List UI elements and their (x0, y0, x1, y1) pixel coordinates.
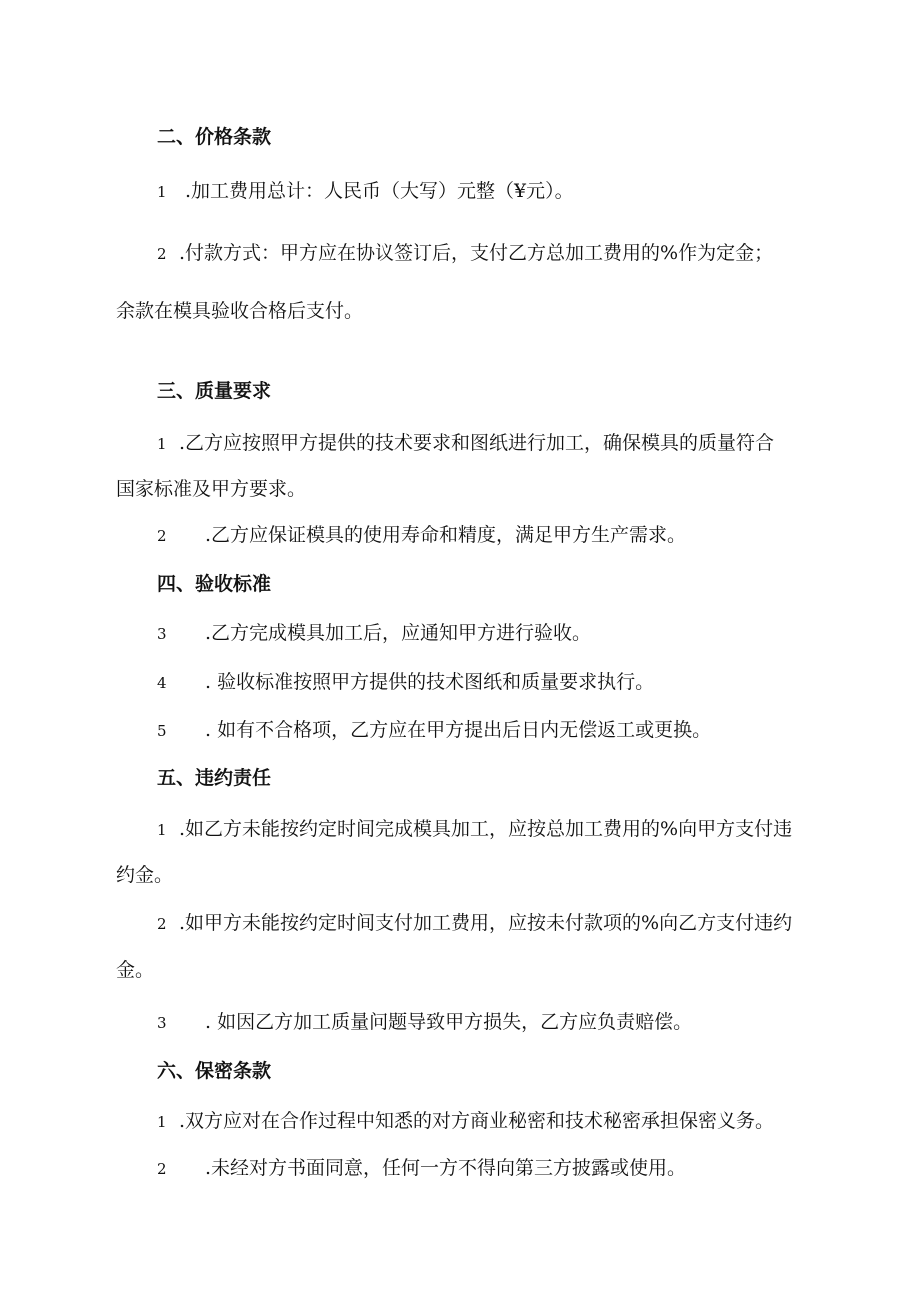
section-heading-liability: 五、违约责任 (157, 767, 272, 789)
clause-acceptance-4 (157, 669, 654, 696)
clause-liability-2 (157, 910, 792, 937)
clause-text: .如甲方未能按约定时间支付加工费用，应按未付款项的%向乙方支付违约 (179, 912, 793, 934)
clause-text: .乙方应按照甲方提供的技术要求和图纸进行加工，确保模具的质量符合 (179, 432, 775, 454)
clause-number: 3 (157, 1014, 167, 1032)
clause-number: 2 (157, 245, 167, 263)
clause-number: 2 (157, 1160, 167, 1178)
clause-text: .乙方完成模具加工后，应通知甲方进行验收。 (205, 622, 592, 644)
clause-price-1 (157, 178, 574, 205)
clause-liability-3 (157, 1009, 692, 1036)
clause-text: .双方应对在合作过程中知悉的对方商业秘密和技术秘密承担保密义务。 (179, 1110, 775, 1132)
clause-number: 5 (157, 722, 167, 740)
clause-number: 1 (157, 435, 167, 453)
clause-number: 2 (157, 527, 167, 545)
clause-text: .加工费用总计：人民币（大写）元整（¥元）。 (185, 180, 574, 202)
clause-confidentiality-1 (157, 1108, 774, 1135)
section-heading-quality: 三、质量要求 (157, 380, 272, 402)
clause-liability-1-continued: 约金。 (116, 864, 174, 886)
clause-text: . 如因乙方加工质量问题导致甲方损失，乙方应负责赔偿。 (205, 1011, 693, 1033)
clause-liability-2-continued: 金。 (116, 959, 155, 981)
clause-text: .乙方应保证模具的使用寿命和精度，满足甲方生产需求。 (205, 524, 687, 546)
section-heading-confidentiality: 六、保密条款 (157, 1060, 272, 1082)
clause-number: 4 (157, 674, 167, 692)
clause-acceptance-5 (157, 717, 711, 744)
section-heading-acceptance: 四、验收标准 (157, 573, 272, 595)
clause-price-2-continued: 余款在模具验收合格后支付。 (116, 300, 364, 322)
clause-confidentiality-2 (157, 1155, 686, 1182)
clause-text: .如乙方未能按约定时间完成模具加工，应按总加工费用的%向甲方支付违 (179, 818, 793, 840)
clause-quality-2 (157, 522, 686, 549)
clause-text: .付款方式：甲方应在协议签订后，支付乙方总加工费用的%作为定金； (179, 242, 774, 264)
clause-quality-1-continued: 国家标准及甲方要求。 (116, 478, 307, 500)
clause-text: . 如有不合格项，乙方应在甲方提出后日内无偿返工或更换。 (205, 719, 712, 741)
clause-number: 1 (157, 1113, 167, 1131)
clause-number: 3 (157, 625, 167, 643)
clause-number: 1 (157, 821, 167, 839)
section-heading-price: 二、价格条款 (157, 126, 272, 148)
clause-text: . 验收标准按照甲方提供的技术图纸和质量要求执行。 (205, 671, 655, 693)
clause-acceptance-3 (157, 620, 591, 647)
clause-number: 1 (157, 183, 167, 201)
clause-text: .未经对方书面同意，任何一方不得向第三方披露或使用。 (205, 1157, 687, 1179)
clause-price-2 (157, 240, 773, 267)
clause-quality-1 (157, 430, 774, 457)
clause-number: 2 (157, 915, 167, 933)
clause-liability-1 (157, 816, 792, 843)
